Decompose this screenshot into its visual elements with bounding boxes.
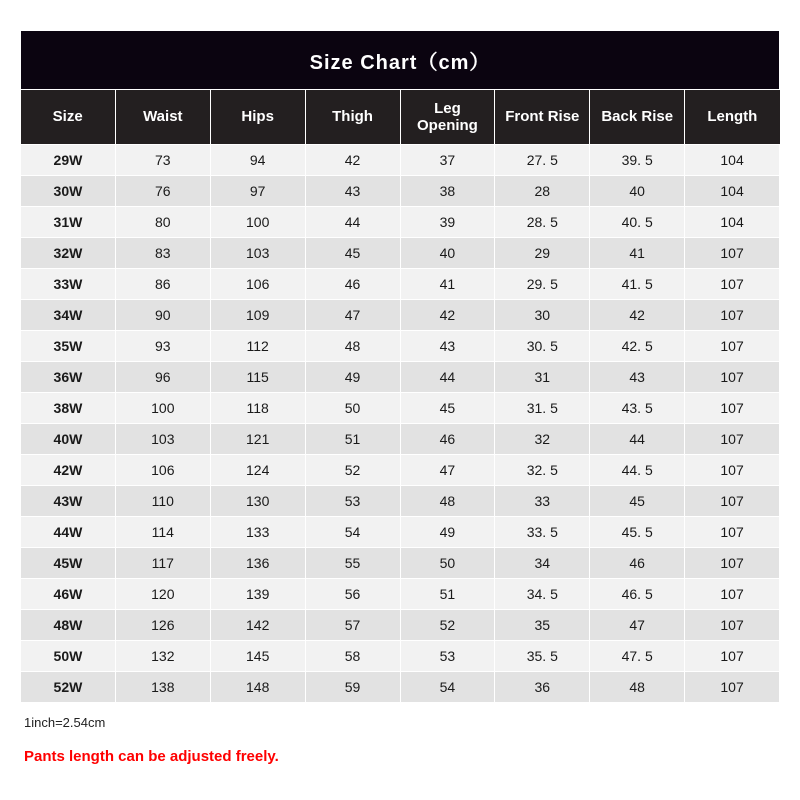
chart-title: Size Chart（cm） xyxy=(21,31,780,90)
measurement-cell: 33 xyxy=(495,486,590,517)
measurement-cell: 47 xyxy=(590,610,685,641)
measurement-cell: 107 xyxy=(685,362,780,393)
measurement-cell: 106 xyxy=(210,269,305,300)
measurement-cell: 42 xyxy=(590,300,685,331)
measurement-cell: 35. 5 xyxy=(495,641,590,672)
table-row xyxy=(21,548,780,579)
measurement-cell: 107 xyxy=(685,486,780,517)
measurement-cell: 120 xyxy=(115,579,210,610)
measurement-cell: 83 xyxy=(115,238,210,269)
measurement-cell: 44 xyxy=(400,362,495,393)
table-row xyxy=(21,424,780,455)
measurement-cell: 106 xyxy=(115,455,210,486)
table-row xyxy=(21,269,780,300)
measurement-cell: 54 xyxy=(400,672,495,703)
measurement-cell: 148 xyxy=(210,672,305,703)
size-cell: 38W xyxy=(21,393,116,424)
column-header: Size xyxy=(21,90,116,145)
table-row xyxy=(21,517,780,548)
measurement-cell: 45 xyxy=(305,238,400,269)
measurement-cell: 50 xyxy=(400,548,495,579)
measurement-cell: 107 xyxy=(685,238,780,269)
measurement-cell: 29 xyxy=(495,238,590,269)
measurement-cell: 107 xyxy=(685,517,780,548)
measurement-cell: 41 xyxy=(400,269,495,300)
measurement-cell: 107 xyxy=(685,548,780,579)
measurement-cell: 40. 5 xyxy=(590,207,685,238)
measurement-cell: 103 xyxy=(210,238,305,269)
measurement-cell: 104 xyxy=(685,145,780,176)
size-cell: 34W xyxy=(21,300,116,331)
size-cell: 29W xyxy=(21,145,116,176)
measurement-cell: 118 xyxy=(210,393,305,424)
table-row xyxy=(21,145,780,176)
measurement-cell: 49 xyxy=(305,362,400,393)
measurement-cell: 31. 5 xyxy=(495,393,590,424)
measurement-cell: 31 xyxy=(495,362,590,393)
size-cell: 46W xyxy=(21,579,116,610)
measurement-cell: 90 xyxy=(115,300,210,331)
measurement-cell: 40 xyxy=(590,176,685,207)
measurement-cell: 107 xyxy=(685,269,780,300)
measurement-cell: 47. 5 xyxy=(590,641,685,672)
size-cell: 36W xyxy=(21,362,116,393)
measurement-cell: 138 xyxy=(115,672,210,703)
measurement-cell: 35 xyxy=(495,610,590,641)
measurement-cell: 44. 5 xyxy=(590,455,685,486)
measurement-cell: 27. 5 xyxy=(495,145,590,176)
measurement-cell: 53 xyxy=(400,641,495,672)
measurement-cell: 145 xyxy=(210,641,305,672)
column-header: Front Rise xyxy=(495,90,590,145)
measurement-cell: 80 xyxy=(115,207,210,238)
measurement-cell: 51 xyxy=(400,579,495,610)
table-row xyxy=(21,579,780,610)
measurement-cell: 107 xyxy=(685,610,780,641)
measurement-cell: 32 xyxy=(495,424,590,455)
measurement-cell: 54 xyxy=(305,517,400,548)
measurement-cell: 42 xyxy=(305,145,400,176)
measurement-cell: 29. 5 xyxy=(495,269,590,300)
measurement-cell: 93 xyxy=(115,331,210,362)
measurement-cell: 107 xyxy=(685,424,780,455)
size-cell: 50W xyxy=(21,641,116,672)
measurement-cell: 44 xyxy=(305,207,400,238)
measurement-cell: 40 xyxy=(400,238,495,269)
measurement-cell: 132 xyxy=(115,641,210,672)
column-header: Waist xyxy=(115,90,210,145)
size-cell: 43W xyxy=(21,486,116,517)
measurement-cell: 107 xyxy=(685,672,780,703)
measurement-cell: 39. 5 xyxy=(590,145,685,176)
measurement-cell: 52 xyxy=(400,610,495,641)
column-header: Hips xyxy=(210,90,305,145)
measurement-cell: 45 xyxy=(400,393,495,424)
column-header-row xyxy=(21,90,780,145)
table-row xyxy=(21,300,780,331)
measurement-cell: 107 xyxy=(685,641,780,672)
measurement-cell: 76 xyxy=(115,176,210,207)
measurement-cell: 107 xyxy=(685,393,780,424)
measurement-cell: 53 xyxy=(305,486,400,517)
measurement-cell: 46 xyxy=(400,424,495,455)
measurement-cell: 42 xyxy=(400,300,495,331)
measurement-cell: 110 xyxy=(115,486,210,517)
size-cell: 30W xyxy=(21,176,116,207)
table-row xyxy=(21,393,780,424)
measurement-cell: 56 xyxy=(305,579,400,610)
measurement-cell: 46 xyxy=(305,269,400,300)
measurement-cell: 94 xyxy=(210,145,305,176)
column-header: Length xyxy=(685,90,780,145)
measurement-cell: 28 xyxy=(495,176,590,207)
measurement-cell: 47 xyxy=(400,455,495,486)
measurement-cell: 126 xyxy=(115,610,210,641)
measurement-cell: 73 xyxy=(115,145,210,176)
measurement-cell: 43 xyxy=(590,362,685,393)
measurement-cell: 107 xyxy=(685,300,780,331)
measurement-cell: 32. 5 xyxy=(495,455,590,486)
measurement-cell: 43 xyxy=(305,176,400,207)
size-cell: 40W xyxy=(21,424,116,455)
measurement-cell: 59 xyxy=(305,672,400,703)
measurement-cell: 58 xyxy=(305,641,400,672)
measurement-cell: 133 xyxy=(210,517,305,548)
size-chart-head xyxy=(21,31,780,145)
measurement-cell: 107 xyxy=(685,455,780,486)
measurement-cell: 107 xyxy=(685,331,780,362)
measurement-cell: 100 xyxy=(210,207,305,238)
column-header: Leg Opening xyxy=(400,90,495,145)
measurement-cell: 103 xyxy=(115,424,210,455)
measurement-cell: 109 xyxy=(210,300,305,331)
measurement-cell: 97 xyxy=(210,176,305,207)
size-cell: 45W xyxy=(21,548,116,579)
size-cell: 33W xyxy=(21,269,116,300)
measurement-cell: 104 xyxy=(685,176,780,207)
table-row xyxy=(21,207,780,238)
measurement-cell: 41 xyxy=(590,238,685,269)
measurement-cell: 114 xyxy=(115,517,210,548)
title-row xyxy=(21,31,780,90)
measurement-cell: 39 xyxy=(400,207,495,238)
measurement-cell: 28. 5 xyxy=(495,207,590,238)
measurement-cell: 37 xyxy=(400,145,495,176)
measurement-cell: 34 xyxy=(495,548,590,579)
measurement-cell: 136 xyxy=(210,548,305,579)
measurement-cell: 48 xyxy=(305,331,400,362)
measurement-cell: 115 xyxy=(210,362,305,393)
unit-note: 1inch=2.54cm xyxy=(24,715,106,730)
measurement-cell: 51 xyxy=(305,424,400,455)
measurement-cell: 130 xyxy=(210,486,305,517)
measurement-cell: 45. 5 xyxy=(590,517,685,548)
table-row xyxy=(21,238,780,269)
measurement-cell: 43 xyxy=(400,331,495,362)
size-cell: 42W xyxy=(21,455,116,486)
measurement-cell: 44 xyxy=(590,424,685,455)
measurement-cell: 55 xyxy=(305,548,400,579)
measurement-cell: 43. 5 xyxy=(590,393,685,424)
size-chart-body xyxy=(21,145,780,703)
size-cell: 31W xyxy=(21,207,116,238)
measurement-cell: 104 xyxy=(685,207,780,238)
measurement-cell: 42. 5 xyxy=(590,331,685,362)
measurement-cell: 33. 5 xyxy=(495,517,590,548)
measurement-cell: 100 xyxy=(115,393,210,424)
measurement-cell: 38 xyxy=(400,176,495,207)
measurement-cell: 36 xyxy=(495,672,590,703)
table-row xyxy=(21,672,780,703)
measurement-cell: 57 xyxy=(305,610,400,641)
size-cell: 35W xyxy=(21,331,116,362)
size-chart-table xyxy=(20,30,780,703)
table-row xyxy=(21,610,780,641)
measurement-cell: 45 xyxy=(590,486,685,517)
table-row xyxy=(21,331,780,362)
table-row xyxy=(21,641,780,672)
measurement-cell: 139 xyxy=(210,579,305,610)
column-header: Back Rise xyxy=(590,90,685,145)
measurement-cell: 49 xyxy=(400,517,495,548)
measurement-cell: 50 xyxy=(305,393,400,424)
measurement-cell: 47 xyxy=(305,300,400,331)
measurement-cell: 48 xyxy=(590,672,685,703)
measurement-cell: 112 xyxy=(210,331,305,362)
length-warning: Pants length can be adjusted freely. xyxy=(24,748,279,765)
measurement-cell: 121 xyxy=(210,424,305,455)
measurement-cell: 86 xyxy=(115,269,210,300)
measurement-cell: 124 xyxy=(210,455,305,486)
table-row xyxy=(21,176,780,207)
table-row xyxy=(21,455,780,486)
size-cell: 44W xyxy=(21,517,116,548)
measurement-cell: 48 xyxy=(400,486,495,517)
measurement-cell: 107 xyxy=(685,579,780,610)
measurement-cell: 52 xyxy=(305,455,400,486)
measurement-cell: 41. 5 xyxy=(590,269,685,300)
column-header: Thigh xyxy=(305,90,400,145)
measurement-cell: 30. 5 xyxy=(495,331,590,362)
measurement-cell: 46 xyxy=(590,548,685,579)
table-row xyxy=(21,362,780,393)
size-cell: 32W xyxy=(21,238,116,269)
size-cell: 48W xyxy=(21,610,116,641)
measurement-cell: 142 xyxy=(210,610,305,641)
measurement-cell: 96 xyxy=(115,362,210,393)
table-row xyxy=(21,486,780,517)
size-cell: 52W xyxy=(21,672,116,703)
measurement-cell: 34. 5 xyxy=(495,579,590,610)
measurement-cell: 30 xyxy=(495,300,590,331)
measurement-cell: 117 xyxy=(115,548,210,579)
measurement-cell: 46. 5 xyxy=(590,579,685,610)
size-chart-container xyxy=(20,30,780,703)
